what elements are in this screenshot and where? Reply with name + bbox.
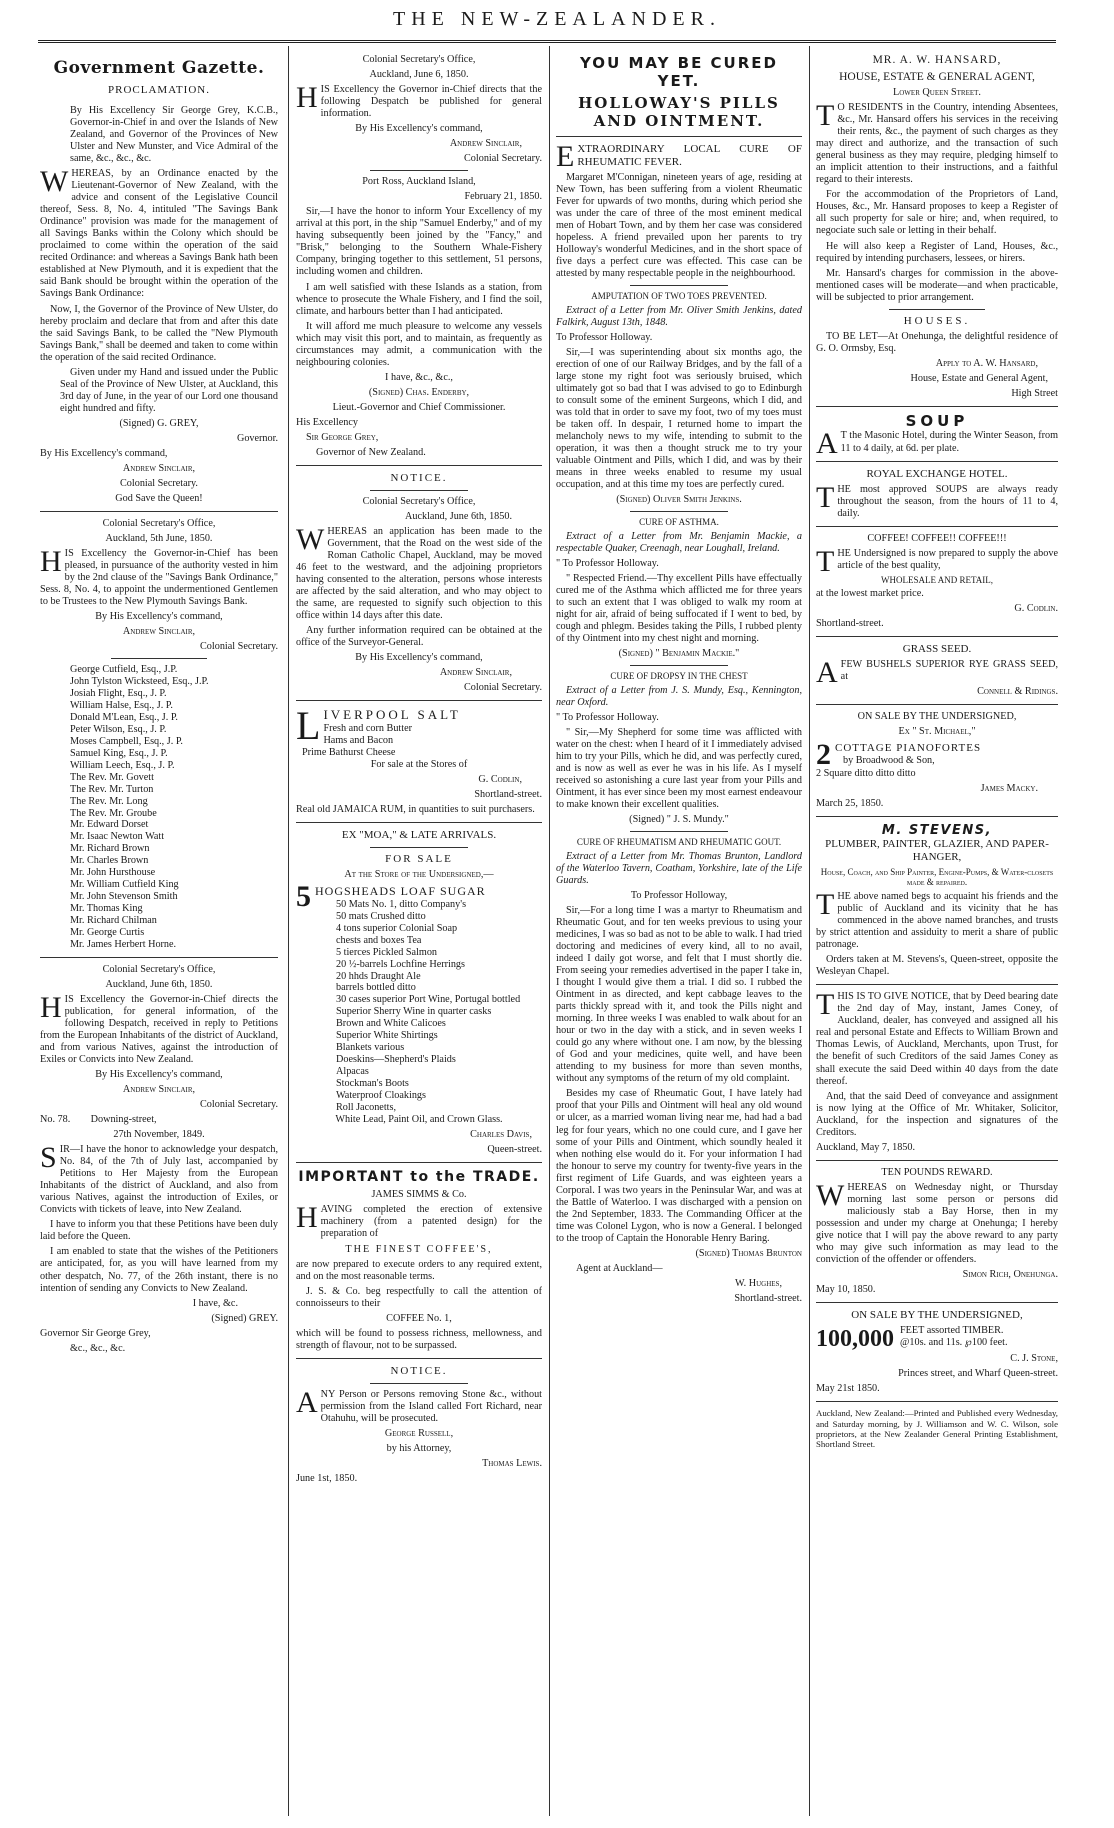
deed-date: Auckland, May 7, 1850. — [816, 1141, 916, 1153]
houses-street: High Street — [1011, 387, 1058, 399]
port-ross-date: February 21, 1850. — [464, 191, 542, 203]
proclamation-sinclair: Andrew Sinclair, — [122, 462, 196, 474]
royal-exchange: ROYAL EXCHANGE HOTEL. — [866, 467, 1008, 480]
divider — [816, 406, 1058, 407]
divider — [296, 822, 542, 823]
divider — [556, 136, 802, 137]
column-2 — [296, 54, 542, 1488]
grass-heading: GRASS SEED. — [902, 643, 972, 656]
goods-item: Superior White Shirtings — [336, 1030, 438, 1042]
proclamation-body: WHEREAS, by an Ordinance enacted by the Lieutenant-Governor of New Zealand, with the advice and consent of the Legislative Council thereof, Sess. 8, No. 4, intituled "The Savings Bank Ordinance" provision was made for the management of all Savings Banks within the Colony which should be proclaimed to come within the operation of the said recited Ordinance: and whereas a Savings Bank hath been established at New Plymouth, and it is expedient that the said Bank should be brought within the operation of the Savings Bank Ordinance: — [40, 165, 278, 300]
gout-signed: (Signed) Thomas Brunton — [695, 1247, 802, 1259]
salt-item: Hams and Bacon — [323, 734, 394, 746]
trustee-item: Mr. Edward Dorset — [70, 819, 149, 831]
despatch-ihave: I have, &c. — [192, 1297, 238, 1309]
trustee-item: The Rev. Mr. Turton — [70, 783, 154, 795]
timber-onsale: ON SALE BY THE UNDERSIGNED, — [851, 1309, 1023, 1322]
port-ross: Port Ross, Auckland Island, — [362, 176, 476, 188]
attorney: by his Attorney, — [386, 1442, 452, 1454]
reward-heading: TEN POUNDS REWARD. — [881, 1166, 993, 1178]
pianos-onsale: ON SALE BY THE UNDERSIGNED, — [857, 711, 1017, 723]
houses-body: TO BE LET—At Onehunga, the delightful residence of G. O. Ormsby, Esq. — [816, 330, 1058, 354]
reward-body: WHEREAS on Wednesday night, or Thursday morning last some person or persons did maliciously stab a Bay Horse, then in my possession and under my charge at Onehunga; I hereby give notice that I will pay the above reward to any party who may give such information as may lead to the conviction of the offender or offenders. — [816, 1178, 1058, 1265]
divider — [296, 465, 542, 466]
for-sale-at: At the Store of the Undersigned,— — [344, 868, 494, 880]
davis-name: Charles Davis, — [470, 1128, 532, 1140]
hansard-title: HOUSE, ESTATE & GENERAL AGENT, — [839, 70, 1035, 83]
column-divider — [809, 46, 810, 1816]
trustee-item: Mr. Thomas King — [70, 903, 143, 915]
road-colsec: Colonial Secretary. — [464, 682, 542, 694]
salt-street: Shortland-street. — [474, 788, 542, 800]
trustee-item: Mr. Isaac Newton Watt — [70, 831, 165, 843]
trustee-item: The Rev. Mr. Groube — [70, 807, 157, 819]
pianos-square: 2 Square ditto ditto ditto — [816, 767, 916, 779]
goods-item: Brown and White Calicoes — [336, 1018, 446, 1030]
houses-heading: HOUSES. — [903, 314, 971, 327]
divider — [630, 665, 728, 666]
amputation-to: To Professor Holloway. — [556, 331, 653, 343]
proclamation-god-save: God Save the Queen! — [115, 492, 203, 504]
despatch-etc: &c., &c., &c. — [70, 1342, 126, 1354]
goods-item: 50 mats Crushed ditto — [336, 910, 426, 922]
divider — [816, 636, 1058, 637]
hansard-body-4: Mr. Hansard's charges for commission in the above-mentioned cases will be moderate—and when practicable, will be subjected to prior arrangement. — [816, 267, 1058, 303]
trustee-item: Mr. George Curtis — [70, 926, 145, 938]
asthma-body: " Respected Friend.—Thy excellent Pills have effectually cured me of the Asthma which afflicted me for three years to such an extent that I was obliged to walk my room at night for air, afraid of being suffocated if I went to bed, by cough and phlegm. Besides taking the Pills, I rubbed plenty of thy Ointment into my chest night and morning. — [556, 573, 802, 645]
divider — [816, 704, 1058, 705]
enderby-gov: Governor of New Zealand. — [316, 446, 426, 458]
timber-stone: C. J. Stone, — [1010, 1353, 1058, 1365]
despatch-letter: SIR—I have the honor to acknowledge your despatch, No. 84, of the 7th of July last, accompanied by Petitions to Her Majesty from the European Inhabitants of the district of Auckland, and also from various Natives, against the introduction of Exiles, or Convicts with tickets of leave, into New Zealand. — [40, 1141, 278, 1216]
divider — [296, 1162, 542, 1163]
divider — [370, 1383, 468, 1384]
gout-extract: Extract of a Letter from Mr. Thomas Brunton, Landlord of the Waterloo Tavern, Coatham, Yorkshire, late of the Life Guards. — [556, 850, 802, 886]
imprint: Auckland, New Zealand:—Printed and Published every Wednesday, and Saturday morning, by J. Williamson and W. C. Wilson, sole proprietors, at the New Zealander General Printing Establishment, Shortland Street. — [816, 1408, 1058, 1449]
trustee-item: William Leech, Esq., J. P. — [70, 759, 175, 771]
gout-body-2: Besides my case of Rheumatic Gout, I have lately had proof that your Pills and Ointment will heal any old wound or ulcer, as a married woman living near me, had had a bad leg for four years, which no one could cure, and I gave her some of your Pills and Ointment, which soundly healed it when nothing else would do it. For your information I had the honour to serve my country for twenty-five years in the first regiment of Life Guards, and was eighteen years a Corporal. I was two years in the Peninsular War, and was at the Battle of Waterloo. I was discharged with a pension on the 2nd September, 1833. The Commanding Officer at the time was Colonel Lygon, who is now a General. I belonged to the troop of Captain the Honorable Henry Baring. — [556, 1088, 802, 1244]
divider — [111, 658, 206, 659]
notice2-heading: NOTICE. — [390, 1364, 448, 1377]
asthma-signed: (Signed) " Benjamin Mackie." — [618, 648, 740, 660]
coffee-codlin: G. Codlin. — [1014, 603, 1058, 615]
notice-office: Colonial Secretary's Office, — [102, 517, 216, 529]
simms-name: JAMES SIMMS & Co. — [371, 1189, 467, 1201]
dropsy-body: " Sir,—My Shepherd for some time was afflicted with water on the chest: when I heard of it I immediately advised him to try your Pills, which he did, and was perfectly cured, and is now as well as ever he was in his life. As I myself received so astonishing a cure last year from your Pills and Ointment, it has ever since been my most earnest endeavour to make known their excellent qualities. — [556, 726, 802, 811]
gout-body: Sir,—For a long time I was a martyr to Rheumatism and Rheumatic Gout, and for ten weeks previous to using your medicines, I was so bad as not to be able to walk. I had tried doctoring and medicines of every kind, all to no avail, indeed I daily got worse, and felt that I must shortly die. From seeing your remedies advertised in the paper I take in, I thought I would give them a trial. I did so. I rubbed the Ointment in as directed, and kept cabbage leaves to the parts thickly spread with it, and took the Pills night and morning. In three weeks I was enabled to walk about for an hour or two in the day with a stick, and in seven weeks I could go any where without one. I am now, by the blessing of God and your medicines, quite well, and have been attending to my business for more than seven months, without any symptoms of the return of my old complaint. — [556, 904, 802, 1085]
road-date: Auckland, June 6th, 1850. — [405, 510, 512, 522]
amputation-heading: AMPUTATION OF TWO TOES PREVENTED. — [591, 291, 767, 302]
stevens-sub: House, Coach, and Ship Painter, Engine-Pumps, & Water-closets made & repaired. — [820, 866, 1054, 888]
simms-finest: THE FINEST COFFEE'S, — [345, 1243, 493, 1255]
mcconnigan-case: Margaret M'Connigan, nineteen years of age, residing at New Town, has been suffering from a violent Rheumatic Fever for upwards of two months, during which period she was under the care of three of the most eminent medical men of Hobart Town, and by them her case was considered hopeless. A friend prevailed upon her parents to try Holloway's wonderful Medicines, and in the short space of five days a perfect cure was effected. This case can be attested by many respectable people in the neighbourhood. — [556, 171, 802, 280]
despatch-colsec: Colonial Secretary. — [200, 1099, 278, 1111]
notice-command: By His Excellency's command, — [95, 611, 223, 623]
royal-body: THE most approved SOUPS are always ready throughout the season, from the hours of 11 to 4, daily. — [816, 480, 1058, 519]
enderby-title: Lieut.-Governor and Chief Commissioner. — [332, 401, 506, 413]
column-divider — [549, 46, 550, 1816]
despatch-governor: Governor Sir George Grey, — [40, 1327, 151, 1339]
simms-body-4: which will be found to possess richness, mellowness, and strength of flavour, not to be surpassed. — [296, 1327, 542, 1351]
pianos-ex: Ex " St. Michael," — [898, 726, 976, 738]
goods-item: Roll Jaconetts, — [336, 1101, 396, 1113]
coffee-body: THE Undersigned is now prepared to supply the above article of the best quality, — [816, 544, 1058, 578]
road-office: Colonial Secretary's Office, — [362, 495, 476, 507]
salt-item: Fresh and corn Butter — [323, 722, 412, 734]
proclamation-signed: (Signed) G. GREY, — [119, 417, 199, 429]
enderby-sir: Sir George Grey, — [306, 431, 379, 443]
simms-coffee: COFFEE No. 1, — [386, 1312, 452, 1324]
despatch-date: Auckland, June 6th, 1850. — [105, 978, 213, 990]
despatch-command: By His Excellency's command, — [95, 1069, 223, 1081]
extraordinary-cure: EXTRAORDINARY LOCAL CURE OF RHEUMATIC FEVER. — [556, 140, 802, 173]
goods-item: 50 Mats No. 1, ditto Company's — [336, 898, 467, 910]
trustee-item: The Rev. Mr. Long — [70, 795, 148, 807]
proclamation-body-2: Now, I, the Governor of the Province of New Ulster, do hereby proclaim and declare that from and after this date the said Savings Bank, to be called the "New Plymouth Savings Bank," shall be deemed and taken to come within the operation of the said recited Ordinance. — [40, 303, 278, 363]
salt-ad: L IVERPOOL SALT Fresh and corn Butter Hams and Bacon Prime Bathurst Cheese — [296, 707, 542, 758]
trustee-list — [40, 664, 278, 951]
asthma-extract: Extract of a Letter from Mr. Benjamin Mackie, a respectable Quaker, Creenagh, near Loughall, Ireland. — [556, 530, 802, 554]
despatch2-colsec: Colonial Secretary. — [464, 153, 542, 165]
proclamation-governor: Governor. — [236, 432, 278, 444]
divider — [40, 511, 278, 512]
reward-date: May 10, 1850. — [816, 1284, 876, 1295]
column-divider — [288, 46, 289, 1816]
dropsy-heading: CURE OF DROPSY IN THE CHEST — [610, 671, 748, 682]
divider — [630, 285, 728, 286]
timber-wharf: Princes street, and Wharf Queen-street. — [898, 1368, 1058, 1380]
pianos: 2 COTTAGE PIANOFORTES by Broadwood & Son, — [816, 737, 982, 771]
goods-item: Waterproof Cloakings — [336, 1089, 426, 1101]
enderby-signed: (Signed) Chas. Enderby, — [368, 386, 470, 398]
divider — [816, 461, 1058, 462]
trustee-item: The Rev. Mr. Govett — [70, 771, 154, 783]
proclamation-by: By His Excellency Sir George Grey, K.C.B., Governor-in-Chief in and over the Islands of New Zealand, and Governor of the Provinces of New Ulster and New Munster, and Vice Admiral of the same, &c., &c., &c. — [70, 105, 278, 165]
trustee-item: Mr. John Hursthouse — [70, 867, 156, 879]
despatch-body: HIS Excellency the Governor-in-Chief directs the publication, for general information, of the following Despatch, received in reply to Petitions from the European Inhabitants of the district of Auckland, and from various Natives, against the introduction of Exiles or Convicts into New Zealand. — [40, 990, 278, 1066]
hansard-body-2: For the accommodation of the Proprietors of Land, Houses, &c., Mr. Hansard proposes to keep a Register of all such property for sale or hire; and, when required, to negociate such sale or letting in their behalf. — [816, 189, 1058, 237]
notice-colsec: Colonial Secretary. — [200, 641, 278, 653]
trustee-item: Mr. Charles Brown — [70, 855, 149, 867]
houses-apply: Apply to A. W. Hansard, — [935, 357, 1038, 369]
hansard-body-3: He will also keep a Register of Land, Houses, &c., required by intending purchasers, lessees, or hirers. — [816, 240, 1058, 264]
notice-heading: NOTICE. — [390, 471, 448, 484]
proclamation-given: Given under my Hand and issued under the Public Seal of the Province of New Ulster, at Auckland, this 3rd day of June, in the year of our Lord one thousand eight hundred and fifty. — [60, 366, 278, 414]
divider — [816, 1302, 1058, 1303]
goods-item: 5 tierces Pickled Salmon — [336, 946, 438, 958]
coffee-heading: COFFEE! COFFEE!! COFFEE!!! — [867, 532, 1007, 544]
proclamation-colsec: Colonial Secretary. — [120, 477, 198, 489]
timber: 100,000 FEET assorted TIMBER. @10s. and 11s. ℘100 feet. — [816, 1325, 1008, 1352]
trustee-item: Mr. Richard Brown — [70, 843, 150, 855]
trustee-item: Mr. Richard Chilman — [70, 914, 157, 926]
masthead: THE NEW-ZEALANDER. — [393, 8, 721, 30]
grass-body: AFEW BUSHELS SUPERIOR RYE GRASS SEED, at — [816, 656, 1058, 690]
road-body-2: Any further information required can be obtained at the office of the Surveyor-General. — [296, 625, 542, 649]
divider — [296, 700, 542, 701]
goods-item: barrels bottled ditto — [336, 982, 416, 994]
road-command: By His Excellency's command, — [355, 652, 483, 664]
hansard-body: T O RESIDENTS in the Country, intending Absentees, &c., Mr. Hansard offers his services in the receiving their rents, &c., the payment of such charges as they may direct and authorize, and the transaction of such general business as they may require, pledging himself to an implicit attention to their instructions, and a faithful regard to their interests. — [816, 99, 1058, 186]
trustee-item: John Tylston Wicksteed, Esq., J.P. — [70, 676, 209, 688]
road-sinclair: Andrew Sinclair, — [439, 667, 512, 679]
trustee-item: Donald M'Lean, Esq., J. P. — [70, 712, 178, 724]
hughes-street: Shortland-street. — [734, 1292, 802, 1304]
enderby-his: His Excellency — [296, 416, 358, 428]
goods-item: Blankets various — [336, 1042, 405, 1054]
column-4 — [816, 54, 1058, 1452]
despatch2-date: Auckland, June 6, 1850. — [369, 69, 469, 81]
enderby-ihave: I have, &c., &c., — [385, 371, 453, 383]
trustee-item: William Halse, Esq., J. P. — [70, 700, 173, 712]
goods-item: Doeskins—Shepherd's Plaids — [336, 1054, 456, 1066]
deed-body-2: And, that the said Deed of conveyance and assignment is now lying at the Office of Mr. Whitaker, Solicitor, Auckland, for the inspection and signatures of the Creditors. — [816, 1090, 1058, 1138]
column-3 — [556, 54, 802, 1308]
coffee-price: at the lowest market price. — [816, 588, 924, 600]
goods-item: 20 ½-barrels Lochfine Herrings — [336, 958, 465, 970]
salt-codlin: G. Codlin, — [478, 773, 522, 785]
soup-heading: SOUP — [905, 411, 969, 430]
soup-body: A T the Masonic Hotel, during the Winter Season, from 11 to 4 daily, at 6d. per plate. — [816, 427, 1058, 461]
ex-moa: EX "MOA," & LATE ARRIVALS. — [341, 828, 497, 841]
hansard-name: MR. A. W. HANSARD, — [872, 54, 1002, 66]
stone-notice: ANY Person or Persons removing Stone &c., without permission from the Island called Fort Richard, near Otahuhu, will be prosecuted. — [296, 1385, 542, 1424]
despatch-signed: (Signed) GREY. — [211, 1312, 278, 1324]
gazette-title: Government Gazette. — [53, 58, 265, 78]
reward-rich: Simon Rich, Onehunga. — [962, 1268, 1058, 1280]
important-trade: IMPORTANT to the TRADE. — [298, 1168, 540, 1185]
stevens-title: PLUMBER, PAINTER, GLAZIER, AND PAPER-HANGER, — [825, 837, 1049, 863]
for-sale: FOR SALE — [385, 852, 453, 865]
divider — [40, 957, 278, 958]
notice-sinclair: Andrew Sinclair, — [122, 626, 196, 638]
enderby-letter-3: It will afford me much pleasure to welcome any vessels which may visit this port, and to maintain, as frequently as circumstances may admit, a communication with the neighbouring colonies. — [296, 320, 542, 368]
divider — [816, 1401, 1058, 1402]
asthma-heading: CURE OF ASTHMA. — [639, 517, 719, 528]
stevens-body-2: Orders taken at M. Stevens's, Queen-street, opposite the Wesleyan Chapel. — [816, 954, 1058, 978]
simms-body-2: are now prepared to execute orders to any required extent, and on the most reasonable terms. — [296, 1258, 542, 1282]
hughes-name: W. Hughes, — [734, 1277, 782, 1289]
simms-body-3: J. S. & Co. beg respectfully to call the attention of connoisseurs to their — [296, 1285, 542, 1309]
goods-item: chests and boxes Tea — [336, 934, 422, 946]
hansard-street: Lower Queen Street. — [893, 87, 981, 99]
grass-connell: Connell & Ridings. — [977, 686, 1058, 698]
deed-body: THIS IS TO GIVE NOTICE, that by Deed bearing date the 2nd day of May, instant, James Coney, of Auckland, dealer, has conveyed and assigned all his real and personal Estate and Effects to William Brown and Thomas Lewis, of Auckland, Merchants, upon Trust, for the benefit of such Creditors of the said James Coney as shall execute the said Deed within 40 days from the date thereof. — [816, 988, 1058, 1087]
enderby-letter-1: Sir,—I have the honor to inform Your Excellency of my arrival at this port, in the ship "Samuel Enderby," and of my having subsequently been joined by the "Fancy," and "Brisk," belonging to the Southern Whale-Fishery Company, bringing together to this settlement, 51 persons, including women and children. — [296, 206, 542, 278]
divider — [816, 1160, 1058, 1161]
divider — [370, 490, 468, 491]
despatch-office: Colonial Secretary's Office, — [102, 963, 216, 975]
divider — [630, 831, 728, 832]
agent-label: Agent at Auckland— — [576, 1262, 663, 1274]
gout-to: To Professor Holloway, — [630, 889, 728, 901]
goods-item: Stockman's Boots — [336, 1077, 409, 1089]
trustee-item: Peter Wilson, Esq., J. P. — [70, 723, 167, 735]
march-date: March 25, 1850. — [816, 797, 884, 809]
russell: George Russell, — [384, 1427, 454, 1439]
trustee-item: Mr. James Herbert Horne. — [70, 938, 177, 950]
despatch-number: No. 78. Downing-street, — [40, 1114, 157, 1126]
divider — [370, 847, 468, 848]
divider — [816, 816, 1058, 817]
goods-last: White Lead, Paint Oil, and Crown Glass. — [335, 1113, 503, 1125]
goods-item: 30 cases superior Port Wine, Portugal bottled — [336, 994, 521, 1006]
enderby-letter-2: I am well satisfied with these Islands as a station, from whence to prosecute the Whale Fishery, and I find the soil, climate, and harbours better than I had anticipated. — [296, 281, 542, 317]
despatch2-office: Colonial Secretary's Office, — [362, 54, 476, 65]
davis-street: Queen-street. — [487, 1143, 542, 1155]
simms-body: HAVING completed the erection of extensive machinery (from a patented design) for the preparation of — [296, 1201, 542, 1240]
trustee-item: Samuel King, Esq., J. P. — [70, 747, 168, 759]
dropsy-signed: (Signed) " J. S. Mundy." — [629, 814, 729, 826]
goods-item: Superior Sherry Wine in quarter casks — [336, 1006, 492, 1018]
gout-heading: CURE OF RHEUMATISM AND RHEUMATIC GOUT. — [576, 837, 782, 848]
june-1: June 1st, 1850. — [296, 1472, 358, 1484]
lewis: Thomas Lewis. — [482, 1457, 542, 1469]
divider — [816, 984, 1058, 985]
proclamation-title: PROCLAMATION. — [108, 84, 210, 97]
stevens-name: M. STEVENS, — [881, 822, 993, 838]
dropsy-extract: Extract of a Letter from J. S. Mundy, Esq., Kennington, near Oxford. — [556, 684, 802, 708]
salt-item: Prime Bathurst Cheese — [302, 746, 396, 758]
divider — [296, 1358, 542, 1359]
goods-item: 4 tons superior Colonial Soap — [336, 922, 458, 934]
goods-item: Alpacas — [336, 1066, 369, 1078]
stevens-body: THE above named begs to acquaint his friends and the public of Auckland and its vicinity that he has commenced in the above named branches, and trusts by strict attention and assiduity to merit a share of public patronage. — [816, 888, 1058, 951]
proclamation-command: By His Excellency's command, — [40, 447, 168, 459]
despatch-letter-2: I have to inform you that these Petitions have been duly laid before the Queen. — [40, 1219, 278, 1243]
asthma-to: " To Professor Holloway. — [556, 558, 659, 569]
despatch2-command: By His Excellency's command, — [355, 123, 483, 135]
masthead-rule — [38, 40, 1056, 43]
despatch-letter-3: I am enabled to state that the wishes of the Petitioners are anticipated, for, as you will have learned from my other despatch, No. 77, of the 26th instant, there is no intention of sending any Convicts to New Zealand. — [40, 1246, 278, 1294]
notice-body: HIS Excellency the Governor-in-Chief has been pleased, in pursuance of the authority vested in him by the 2nd clause of the "Savings Bank Ordinance," Sess. 8, No. 4, to appoint the undermentioned Gentlemen to be Trustees to the New Plymouth Savings Bank. — [40, 545, 278, 608]
holloway-heading: HOLLOWAY'S PILLS AND OINTMENT. — [578, 94, 780, 130]
loaf-sugar: 5 HOGSHEADS LOAF SUGAR — [296, 879, 486, 913]
goods-list — [296, 899, 542, 1114]
trustee-item: George Cutfield, Esq., J.P. — [70, 664, 178, 676]
divider — [816, 526, 1058, 527]
macky: James Macky. — [980, 782, 1038, 794]
dropsy-to: " To Professor Holloway. — [556, 711, 659, 723]
column-1 — [40, 54, 278, 1358]
salt-rum: Real old JAMAICA RUM, in quantities to suit purchasers. — [296, 803, 535, 815]
timber-date: May 21st 1850. — [816, 1383, 880, 1395]
road-body: WHEREAS an application has been made to the Government, that the Road on the west side of the Roman Catholic Chapel, Auckland, may be moved 46 feet to the westward, and the adjoining proprietors having consented to the alteration, persons whose interests are affected by the said alteration, and who may object to the same, are requested to signify such objection to this office within 14 days after this date. — [296, 522, 542, 622]
divider — [370, 170, 468, 171]
despatch2-sinclair: Andrew Sinclair, — [449, 138, 522, 150]
goods-item: 20 hhds Draught Ale — [336, 970, 421, 982]
trustee-item: Moses Campbell, Esq., J. P. — [70, 735, 183, 747]
houses-agent: House, Estate and General Agent, — [910, 372, 1048, 384]
trustee-item: Mr. William Cutfield King — [70, 879, 179, 891]
notice-date: Auckland, 5th June, 1850. — [105, 533, 213, 545]
amputation-body: Sir,—I was superintending about six months ago, the erection of one of our Railway Bridges, and by the fall of a large stone my right foot was seriously bruised, which ultimately got so bad that I was advised to go to Edinburgh to consult some of the eminent Surgeons, which I did, and was told that in order to save my foot, two of my toes must be taken off. In despair, I returned home to impart the melancholy news to my wife, intending to submit to the operation, it was then a thought struck me to try your valuable Ointment and Pills, which I did, and was by their means in three weeks enabled to resume my usual occupation, and at this time my toes are perfectly cured. — [556, 346, 802, 491]
amputation-extract: Extract of a Letter from Mr. Oliver Smith Jenkins, dated Falkirk, August 13th, 1848. — [556, 304, 802, 328]
coffee-street: Shortland-street. — [816, 618, 884, 630]
cured-heading: YOU MAY BE CURED YET. — [579, 54, 778, 90]
divider — [630, 511, 728, 512]
divider — [889, 309, 986, 310]
despatch-downing-date: 27th November, 1849. — [113, 1129, 205, 1141]
trustee-item: Mr. John Stevenson Smith — [70, 891, 178, 903]
trustee-item: Josiah Flight, Esq., J. P. — [70, 688, 167, 700]
despatch2-body: HIS Excellency the Governor in-Chief directs that the following Despatch be published for general information. — [296, 81, 542, 120]
amputation-signed: (Signed) Oliver Smith Jenkins. — [616, 494, 742, 506]
despatch-sinclair: Andrew Sinclair, — [122, 1084, 196, 1096]
coffee-wholesale: WHOLESALE AND RETAIL, — [880, 574, 993, 585]
salt-stores: For sale at the Stores of — [370, 758, 468, 770]
